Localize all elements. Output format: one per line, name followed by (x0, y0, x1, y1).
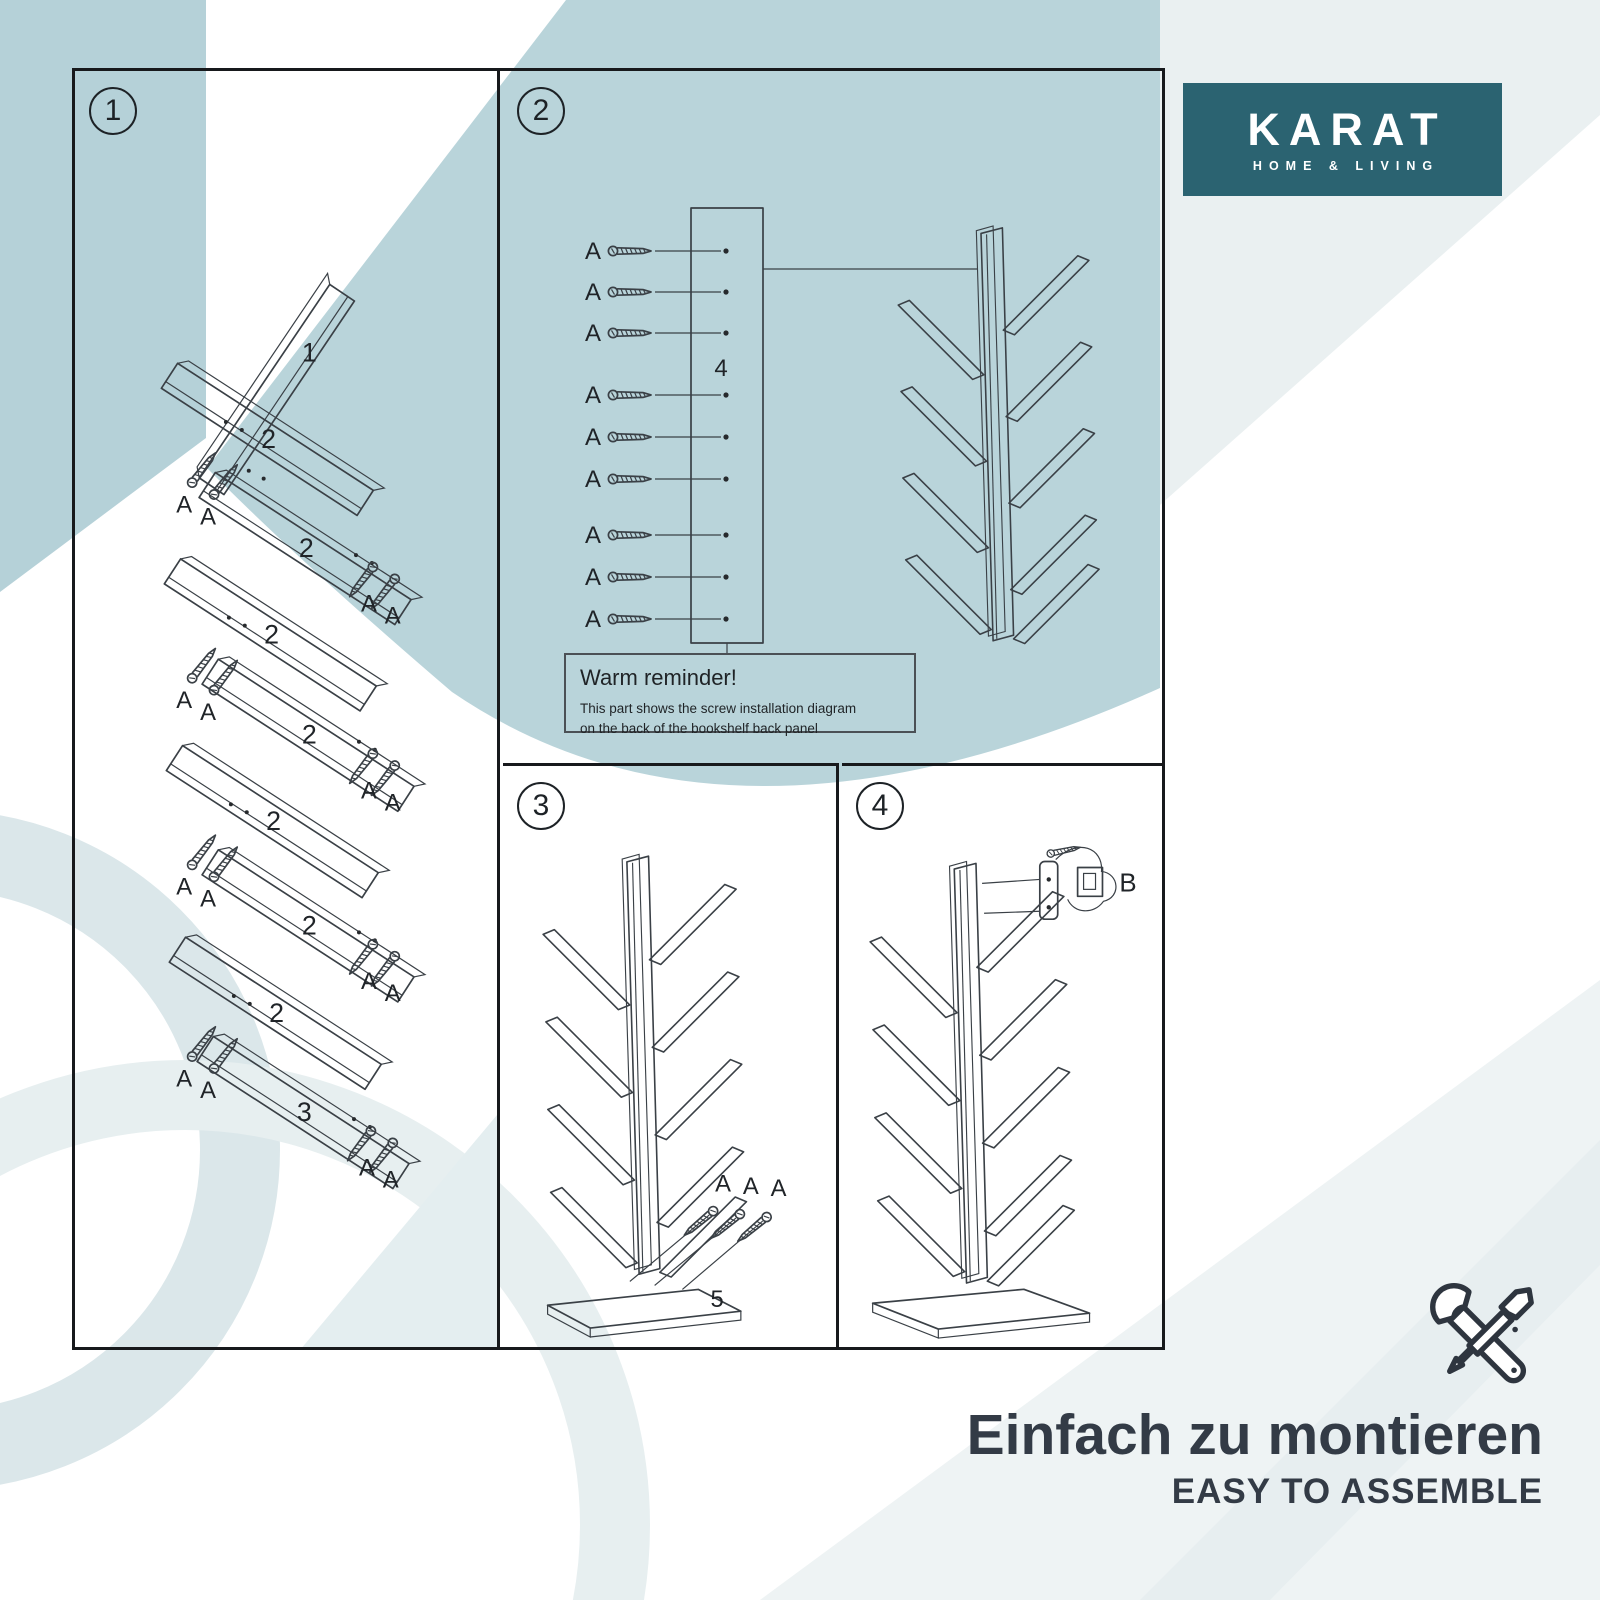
screw-label: A (200, 885, 217, 913)
part-label-shelf: 2 (266, 806, 282, 837)
screw-label: A (200, 698, 217, 726)
part-label-base: 5 (710, 1286, 724, 1314)
footer-title: Einfach zu montieren (966, 1403, 1543, 1467)
step-number-badge (89, 87, 137, 135)
strap-label: B (1119, 869, 1137, 898)
part-label-shelf: 2 (264, 619, 280, 650)
screw-label: A (715, 1170, 731, 1198)
screw-label: A (176, 491, 193, 519)
screw-label: A (584, 522, 602, 549)
screw-label: A (584, 238, 602, 265)
screw-label: A (360, 777, 377, 805)
brand-name: KARAT (1247, 103, 1447, 155)
footer-caption (967, 1278, 1543, 1512)
wall-strap-detail (982, 844, 1137, 920)
screw-label: A (176, 687, 193, 715)
part-label-shelf: 2 (301, 910, 317, 941)
screw-label: A (200, 503, 217, 531)
screw-row-group (608, 246, 728, 623)
step-number: 1 (104, 94, 122, 127)
reminder-line-1: This part shows the screw installation diagram (580, 701, 857, 716)
screw-label: A (584, 382, 602, 409)
footer-subtitle: EASY TO ASSEMBLE (1171, 1472, 1543, 1511)
brand-tagline: HOME & LIVING (1252, 158, 1440, 173)
assembled-shelf-drawing (898, 226, 1099, 644)
part-label-shelf: 2 (269, 997, 285, 1028)
step-panel-1 (75, 71, 500, 1347)
part-label-shelf: 2 (261, 423, 277, 454)
screw-label: A (584, 466, 602, 493)
screw-label: A (360, 590, 377, 618)
step3-artwork (503, 766, 836, 1347)
wrench-screwdriver-icon (1425, 1278, 1543, 1396)
screw-label: A (584, 606, 602, 633)
screw-label: A (384, 979, 401, 1007)
step-number: 2 (532, 94, 550, 127)
screw-label: A (384, 602, 401, 630)
reminder-line-2: on the back of the bookshelf back panel (580, 720, 818, 736)
screw-label: A (200, 1077, 217, 1105)
step1-artwork (75, 71, 497, 1347)
step-number-badge (517, 87, 565, 135)
part-label-shelf: 2 (301, 719, 317, 750)
step-number: 3 (532, 789, 550, 822)
screw-label: A (384, 789, 401, 817)
step4-artwork (842, 766, 1162, 1347)
screw-label: A (584, 279, 602, 306)
finished-shelf-drawing (870, 862, 1074, 1286)
part-label-shelf: 2 (298, 533, 314, 564)
screw-label: A (584, 424, 602, 451)
reminder-title: Warm reminder! (580, 665, 737, 690)
part-label-back-panel: 4 (714, 355, 728, 382)
screw-label: A (176, 1065, 193, 1093)
brand-logo (1183, 83, 1502, 196)
step-panel-4 (842, 763, 1162, 1347)
step-number-badge (856, 782, 904, 830)
screw-label: A (584, 564, 602, 591)
screw-label: A (382, 1166, 399, 1194)
step-number: 4 (871, 789, 889, 822)
step-panel-3 (503, 763, 839, 1347)
screw-label: A (770, 1175, 787, 1203)
screw-label: A (742, 1173, 759, 1201)
screw-label: A (358, 1154, 375, 1182)
screw-label: A (176, 873, 193, 901)
part-label-spine-top: 1 (301, 337, 317, 368)
part-label-spine-bottom: 3 (296, 1097, 312, 1128)
step-number-badge (517, 782, 565, 830)
screw-label: A (360, 968, 377, 996)
warm-reminder-box (564, 653, 916, 736)
step-panel-2 (503, 71, 1162, 763)
instruction-sheet (72, 68, 1165, 1350)
screw-label: A (584, 320, 602, 347)
